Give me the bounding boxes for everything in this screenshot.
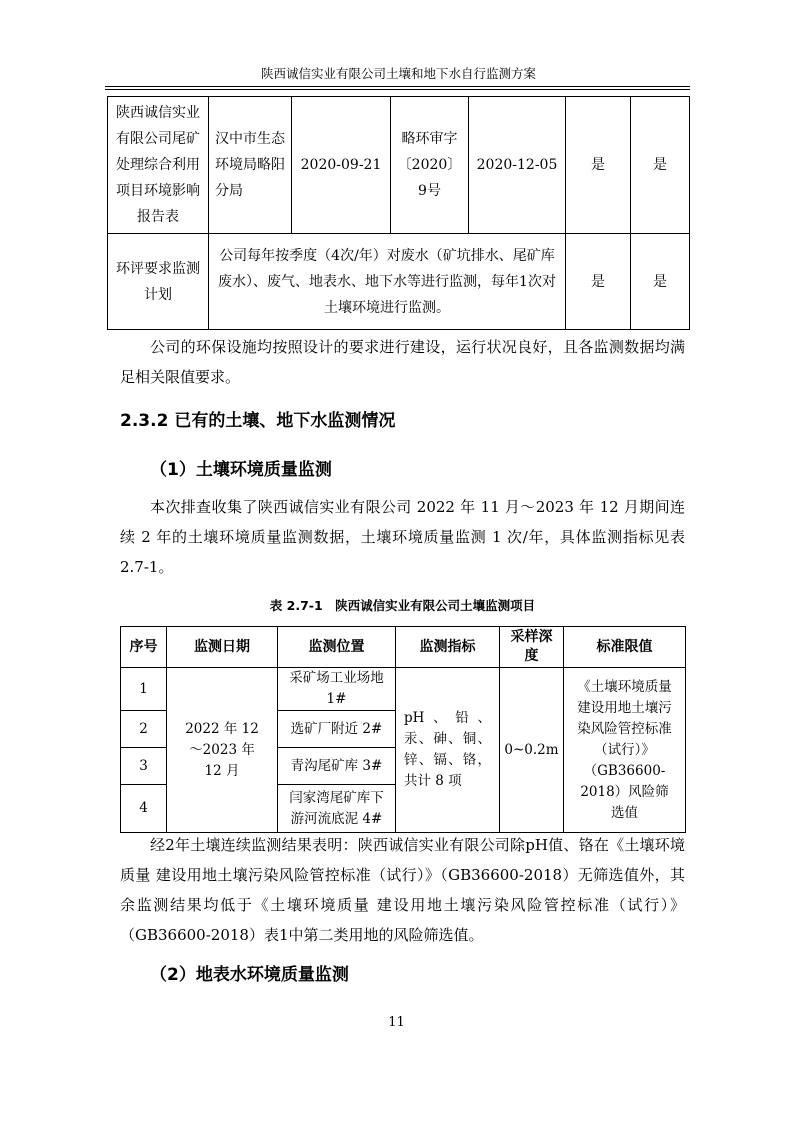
monitoring-plan-label-cell: 环评要求监测计划 [108, 234, 209, 330]
standard-limit-cell: 《土壤环境质量 建设用地土壤污染风险管控标准（试行）》（GB36600-2018）风险筛选值 [564, 668, 686, 833]
body-paragraph: 经2年土壤连续监测结果表明：陕西诚信实业有限公司除pH值、铬在《土壤环境质量 建设用地土壤污染风险管控标准（试行）》（GB36600-2018）无筛选值外，其余监测结果均低于《土壤环境质量 建设用地土壤污染风险管控标准（试行）》（GB36600-2018）表1中第二类用地的风险筛选值。 [120, 836, 685, 944]
column-header: 监测指标 [396, 627, 500, 668]
monitoring-date-cell: 2022 年 12～2023 年 12 月 [167, 668, 278, 833]
status-cell: 是 [631, 97, 690, 234]
column-header: 序号 [121, 627, 167, 668]
approval-date-cell: 2020-09-21 [292, 97, 391, 234]
row-number-cell: 3 [121, 748, 167, 785]
row-number-cell: 2 [121, 711, 167, 748]
column-header: 采样深度 [500, 627, 564, 668]
header-rule-bottom [105, 89, 690, 90]
table-row [108, 97, 690, 234]
location-cell: 选矿厂附近 2# [278, 711, 396, 748]
project-name-cell: 陕西诚信实业有限公司尾矿处理综合利用项目环境影响报告表 [108, 97, 209, 234]
column-header: 监测位置 [278, 627, 396, 668]
subsection-heading: （2）地表水环境质量监测 [150, 965, 349, 985]
body-paragraph: 公司的环保设施均按照设计的要求进行建设，运行状况良好，且各监测数据均满足相关限值要求。 [120, 338, 685, 386]
acceptance-date-cell: 2020-12-05 [469, 97, 566, 234]
page-header: 陕西诚信实业有限公司土壤和地下水自行监测方案 [260, 66, 536, 81]
monitoring-plan-content-cell: 公司每年按季度（4次/年）对废水（矿坑排水、尾矿库废水）、废气、地表水、地下水等进行监测，每年1次对土壤环境进行监测。 [209, 234, 566, 330]
table-row [121, 668, 686, 711]
body-paragraph: 本次排查收集了陕西诚信实业有限公司 2022 年 11 月～2023 年 12 月期间连续 2 年的土壤环境质量监测数据，土壤环境质量监测 1 次/年，具体监测指标见表 2.7-1。 [120, 498, 685, 576]
page-number: 11 [388, 1015, 405, 1030]
table-header-row [121, 627, 686, 668]
eia-table [107, 96, 690, 330]
table-row [108, 234, 690, 330]
status-cell: 是 [631, 234, 690, 330]
header-rule-top [105, 86, 690, 87]
soil-monitoring-table [120, 626, 686, 833]
row-number-cell: 4 [121, 785, 167, 833]
document-number-cell: 略环审字〔2020〕9号 [391, 97, 469, 234]
authority-cell: 汉中市生态环境局略阳分局 [209, 97, 292, 234]
indicators-cell: pH、铅、汞、砷、铜、锌、镉、铬，共计 8 项 [396, 668, 500, 833]
location-cell: 闫家湾尾矿库下游河流底泥 4# [278, 785, 396, 833]
location-cell: 采矿场工业场地 1# [278, 668, 396, 711]
location-cell: 青沟尾矿库 3# [278, 748, 396, 785]
status-cell: 是 [566, 97, 631, 234]
status-cell: 是 [566, 234, 631, 330]
column-header: 标准限值 [564, 627, 686, 668]
row-number-cell: 1 [121, 668, 167, 711]
column-header: 监测日期 [167, 627, 278, 668]
table-caption: 表 2.7-1 陕西诚信实业有限公司土壤监测项目 [269, 598, 536, 613]
sampling-depth-cell: 0~0.2m [500, 668, 564, 833]
section-heading: 2.3.2 已有的土壤、地下水监测情况 [120, 411, 396, 431]
subsection-heading: （1）土壤环境质量监测 [150, 460, 332, 480]
